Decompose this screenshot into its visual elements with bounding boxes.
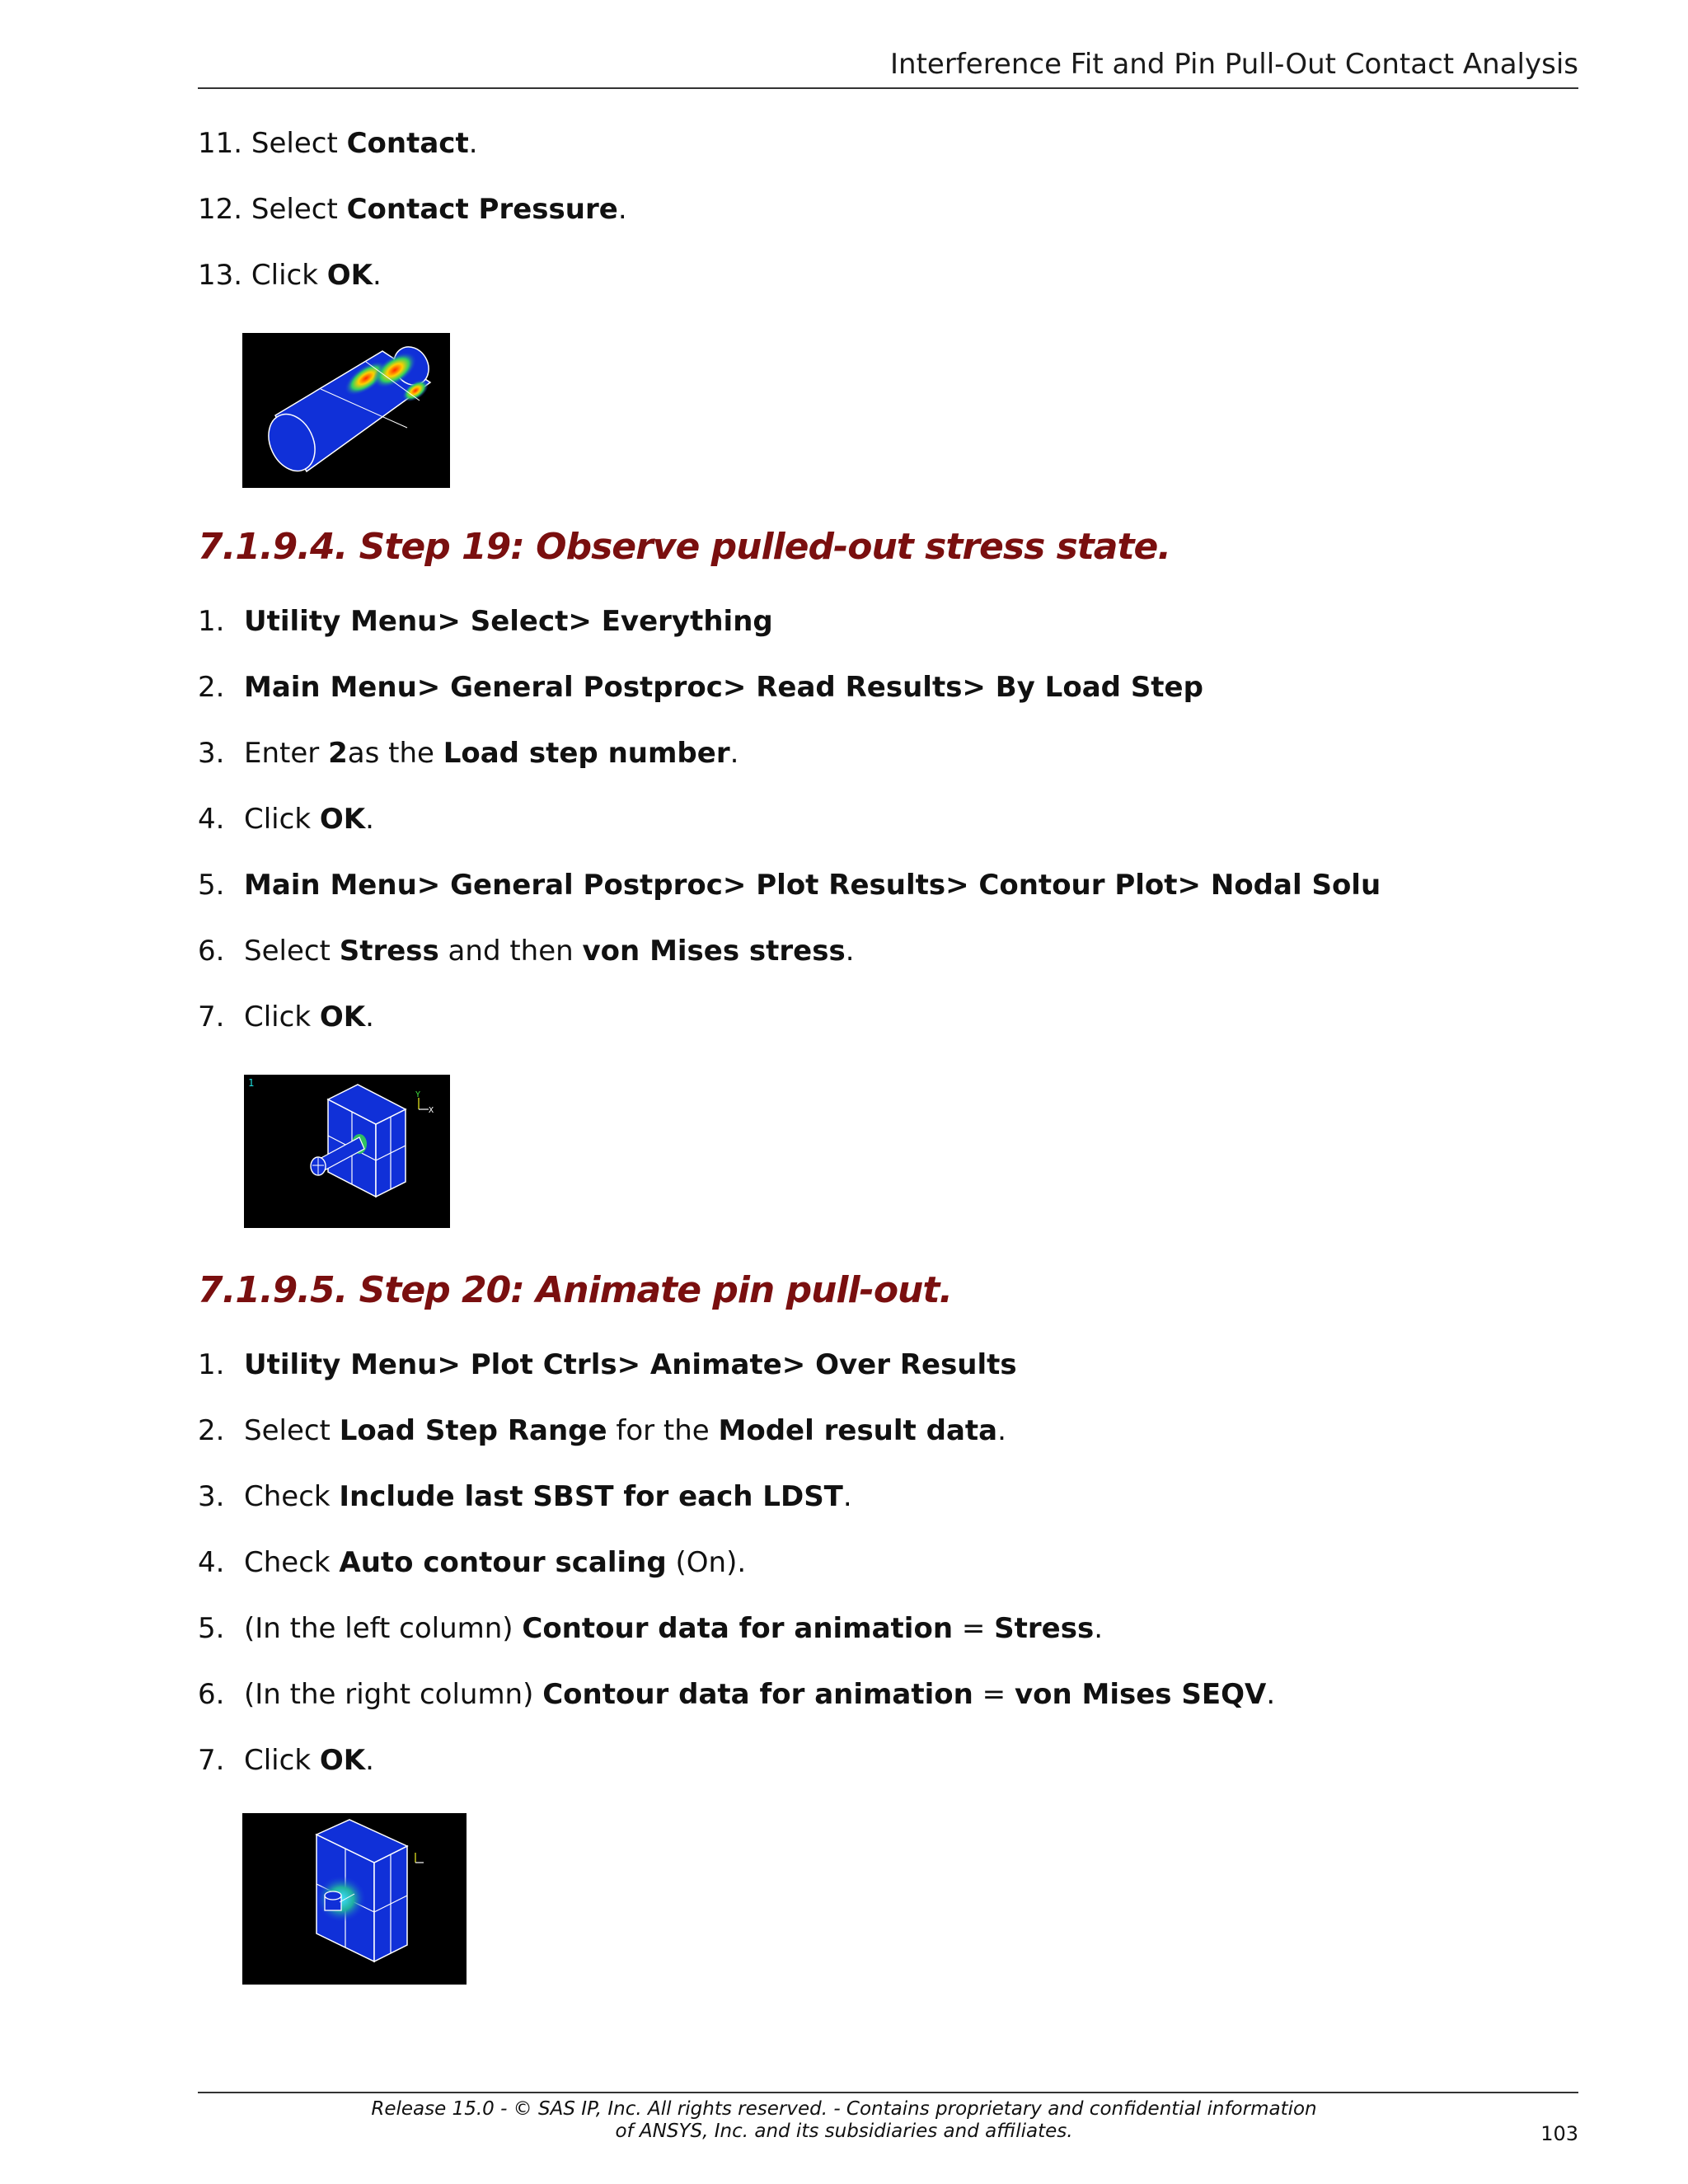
step-20-2: 2. Select Load Step Range for the Model result data.: [198, 1414, 1006, 1447]
pulled-out-stress-figure: [244, 1075, 450, 1228]
ui-term: Contour data for animation: [542, 1678, 973, 1711]
axis-x-label: X: [429, 1106, 434, 1115]
ui-term: Contour data for animation: [522, 1612, 954, 1645]
step-20-7: 7. Click OK.: [198, 1744, 374, 1777]
step-19-4: 4. Click OK.: [198, 803, 374, 836]
step-20-6: 6. (In the right column) Contour data for animation = von Mises SEQV.: [198, 1678, 1276, 1711]
step-20-1: 1. Utility Menu> Plot Ctrls> Animate> Over Results: [198, 1348, 1017, 1381]
step-11: 11. Select Contact.: [198, 127, 478, 160]
step-19-5: 5. Main Menu> General Postproc> Plot Results> Contour Plot> Nodal Solu: [198, 869, 1381, 902]
step-19-3: 3. Enter 2as the Load step number.: [198, 737, 739, 770]
step-19-7: 7. Click OK.: [198, 1001, 374, 1033]
page-number: 103: [1540, 2122, 1578, 2145]
ui-term: von Mises stress: [582, 935, 846, 968]
ui-term: OK: [319, 1744, 366, 1777]
ui-term: OK: [319, 803, 366, 836]
ui-term: Contact: [346, 127, 469, 160]
step-19-6: 6. Select Stress and then von Mises stress.: [198, 935, 855, 968]
ui-term: Stress: [339, 935, 439, 968]
ui-term: Stress: [994, 1612, 1095, 1645]
menu-path: Main Menu> General Postproc> Read Results> By Load Step: [244, 671, 1203, 704]
ui-term: OK: [319, 1001, 366, 1033]
menu-path: Utility Menu> Select> Everything: [244, 605, 773, 638]
step-19-1: 1. Utility Menu> Select> Everything: [198, 605, 773, 638]
contact-pressure-figure: [242, 333, 450, 488]
footer-copyright: Release 15.0 - © SAS IP, Inc. All rights reserved. - Contains proprietary and confidential information of ANSYS, Inc. and its subsidiaries and affiliates.: [371, 2098, 1317, 2142]
value: 2: [328, 737, 348, 770]
ui-term: Load Step Range: [339, 1414, 607, 1447]
step-20-3: 3. Check Include last SBST for each LDST.: [198, 1480, 852, 1513]
ui-term: Load step number: [443, 737, 730, 770]
section-heading-step-19: 7.1.9.4. Step 19: Observe pulled-out stress state.: [198, 526, 1171, 568]
menu-path: Utility Menu> Plot Ctrls> Animate> Over Results: [244, 1348, 1017, 1381]
footer-rule: [198, 2092, 1578, 2093]
step-19-2: 2. Main Menu> General Postproc> Read Results> By Load Step: [198, 671, 1203, 704]
section-heading-step-20: 7.1.9.5. Step 20: Animate pin pull-out.: [198, 1269, 953, 1311]
ui-term: Model result data: [718, 1414, 998, 1447]
step-12: 12. Select Contact Pressure.: [198, 193, 627, 226]
ui-term: von Mises SEQV: [1014, 1678, 1267, 1711]
ui-term: Include last SBST for each LDST: [339, 1480, 843, 1513]
menu-path: Main Menu> General Postproc> Plot Results> Contour Plot> Nodal Solu: [244, 869, 1381, 902]
running-header: Interference Fit and Pin Pull-Out Contact Analysis: [890, 48, 1578, 81]
corner-label: 1: [248, 1077, 255, 1089]
ui-term: Auto contour scaling: [339, 1546, 667, 1579]
step-20-5: 5. (In the left column) Contour data for animation = Stress.: [198, 1612, 1103, 1645]
step-13: 13. Click OK.: [198, 259, 382, 292]
animation-figure: [242, 1813, 467, 1985]
step-20-4: 4. Check Auto contour scaling (On).: [198, 1546, 747, 1579]
header-rule: [198, 87, 1578, 89]
ui-term: OK: [326, 259, 373, 292]
ui-term: Contact Pressure: [346, 193, 618, 226]
axis-y-label: Y: [415, 1090, 421, 1099]
